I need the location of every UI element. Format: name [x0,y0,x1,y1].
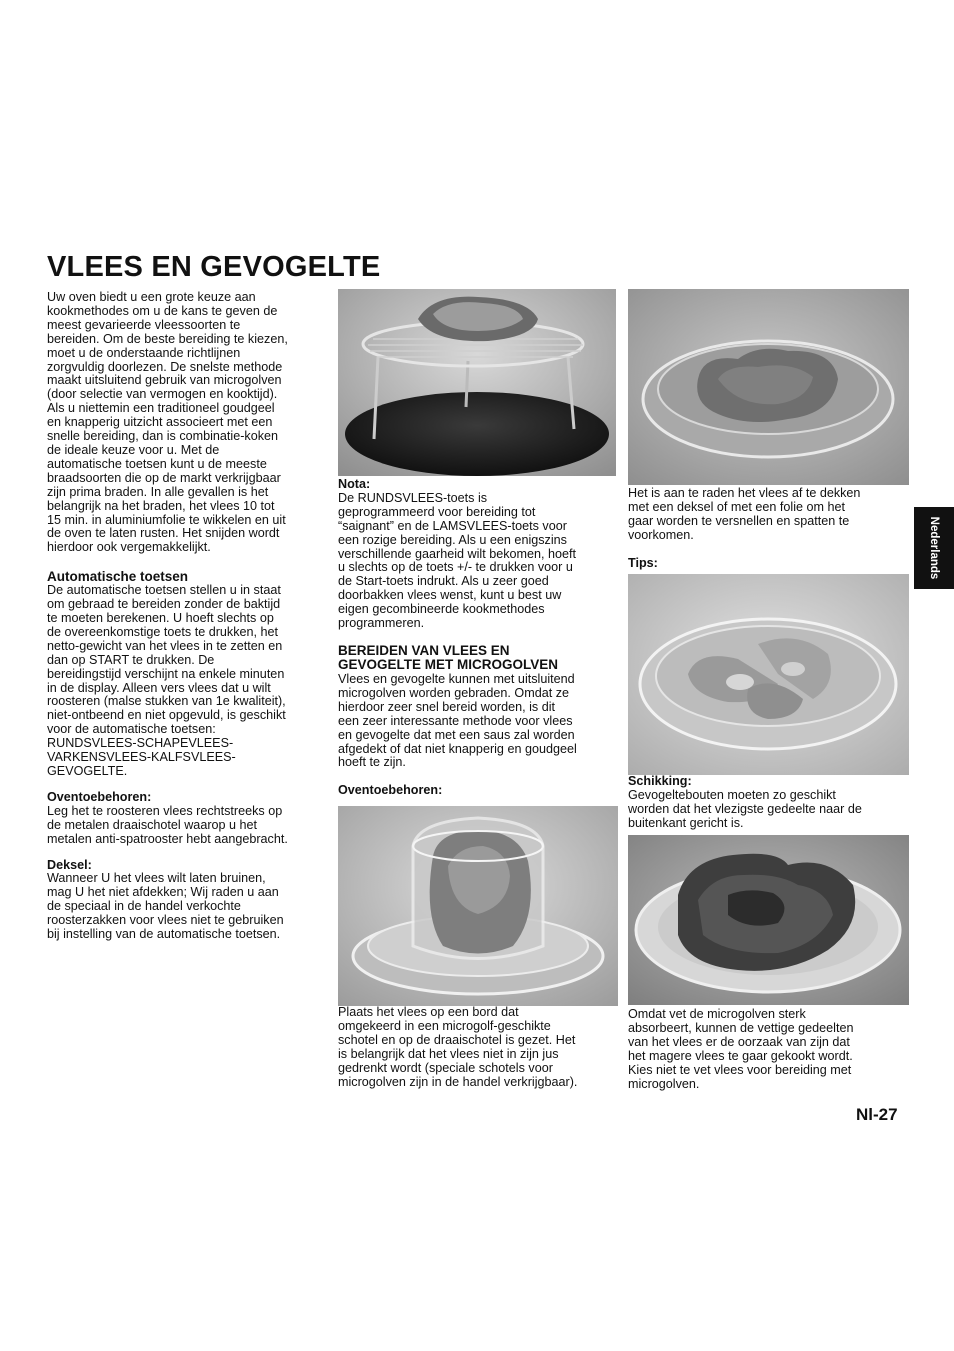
microwave-heading: BEREIDEN VAN VLEES EN GEVOGELTE MET MICROGOLVEN [338,642,559,673]
auto-keys-heading: Automatische toetsen [47,569,189,585]
photo-poultry-under-cover [338,806,618,1006]
column-middle-caption [338,1006,616,1089]
column-left [47,291,325,942]
lid-heading: Deksel: [47,857,92,872]
photo-meat-in-dish [628,289,909,485]
arrangement-heading: Schikking: [628,774,692,788]
column-right-fat [628,1008,910,1091]
note-heading: Nota: [338,477,371,491]
tips-heading: Tips: [628,555,658,570]
intro-text: Uw oven biedt u een grote keuze aan kookmethodes om u de kans te geven de meest gevarieerde vleessoorten te bereiden. Om de beste bereiding te kiezen, moet u de onderstaande richtlijnen zorgvuldig doorlezen. De snelste methode maakt uitsluitend gebruik van microgolven (door selectie van vermogen en kooktijd). Als u niettemin een traditioneel goudgeel en knapperig uitzicht associeert met een snelle bereiding, dan is combinatie-koken de ideale keuze voor u. Met de automatische toetsen kunt u de meeste braadsoorten die op de markt verkrijgbaar zijn prima braden. In alle gevallen is het belangrijk na het braden, het vlees 10 tot 15 min. in aluminiumfolie te wikkelen en uit de oven te laten rusten. Het snijden wordt hierdoor ook vergemakkelijkt. [47,290,288,555]
fat-text: Omdat vet de microgolven sterk absorbeert, kunnen de vettige gedeelten van het vlees er de oorzaak van zijn dat het magere vlees te gaar gekookt wordt. Kies niet te vet vlees voor bereiding met microgolven. [628,1007,854,1091]
accessories-heading: Oventoebehoren: [47,789,152,804]
page-title: VLEES EN GEVOGELTE [47,251,381,283]
microwave-text: Vlees en gevogelte kunnen met uitsluitend microgolven worden gebraden. Omdat ze hierdoor zeer snel bereid worden, is dit een zeer interessante methode voor vlees en gevogelte dat met een saus zal worden afgedekt of dat niet knapperig en goudgeel hoeft te zijn. [338,671,577,770]
photo-meat-on-rack [338,289,616,476]
arrangement-text: Gevogeltebouten moeten zo geschikt worden dat het vlezigste gedeelte naar de buitenkant gericht is. [628,787,862,830]
note-text: De RUNDSVLEES-toets is geprogrammeerd voor bereiding tot “saignant” en de LAMSVLEES-toets voor een rozige bereiding. Als u een enigszins verschillende gaarheid wilt bekomen, hoeft u slechts op de toets +/- te drukken voor u de Start-toets indrukt. Als u zeer goed doorbakken vlees wenst, kunt u best uw eigen gecombineerde kookmethodes programmeren. [338,490,577,631]
photo-drumsticks-in-dish [628,574,909,775]
lid-text: Wanneer U het vlees wilt laten bruinen, mag U het niet afdekken; Wij raden u aan de speciaal in de handel verkochte roosterzakken voor vlees niet te gebruiken bij instelling van de automatische toetsen. [47,871,284,942]
cover-text: Het is aan te raden het vlees af te dekken met een deksel of met een folie om het gaar worden te versnellen en spatten te voorkomen. [628,486,861,542]
auto-keys-text: De automatische toetsen stellen u in staat om gebraad te bereiden zonder de baktijd te moeten berekenen. U hoeft slechts op de overeenkomstige toets te drukken, het netto-gewicht van het vlees in te zetten en dan op START te drukken. De bereidingstijd verschijnt na enkele minuten in de display. Alleen vers vlees dat u wilt roosteren (malse stukken van 1e kwaliteit), niet-ontbeend en niet opgevuld, is geschikt voor de automatische toetsen: RUNDSVLEES-SCHAPEVLEES- VARKENSVLEES-KALFSVLEES- GEVOGELTE. [47,583,286,778]
column-right-arrangement [628,775,910,831]
column-middle [338,478,616,798]
language-tab-label: Nederlands [928,516,940,580]
page-number: Nl-27 [856,1105,898,1124]
accessories-heading-2: Oventoebehoren: [338,783,443,798]
language-tab [914,507,954,589]
column-right [628,487,910,571]
photo-steak-on-plate [628,835,909,1005]
plate-caption: Plaats het vlees op een bord dat omgekeerd in een microgolf-geschikte schotel en op de draaischotel is gezet. Het is belangrijk dat het vlees niet in zijn jus gedrenkt wordt (speciale schotels voor microgolven zijn in de handel verkrijgbaar). [338,1005,578,1089]
accessories-text: Leg het te roosteren vlees rechtstreeks op de metalen draaischotel waarop u het metalen anti-spatrooster hebt aangebracht. [47,803,288,846]
